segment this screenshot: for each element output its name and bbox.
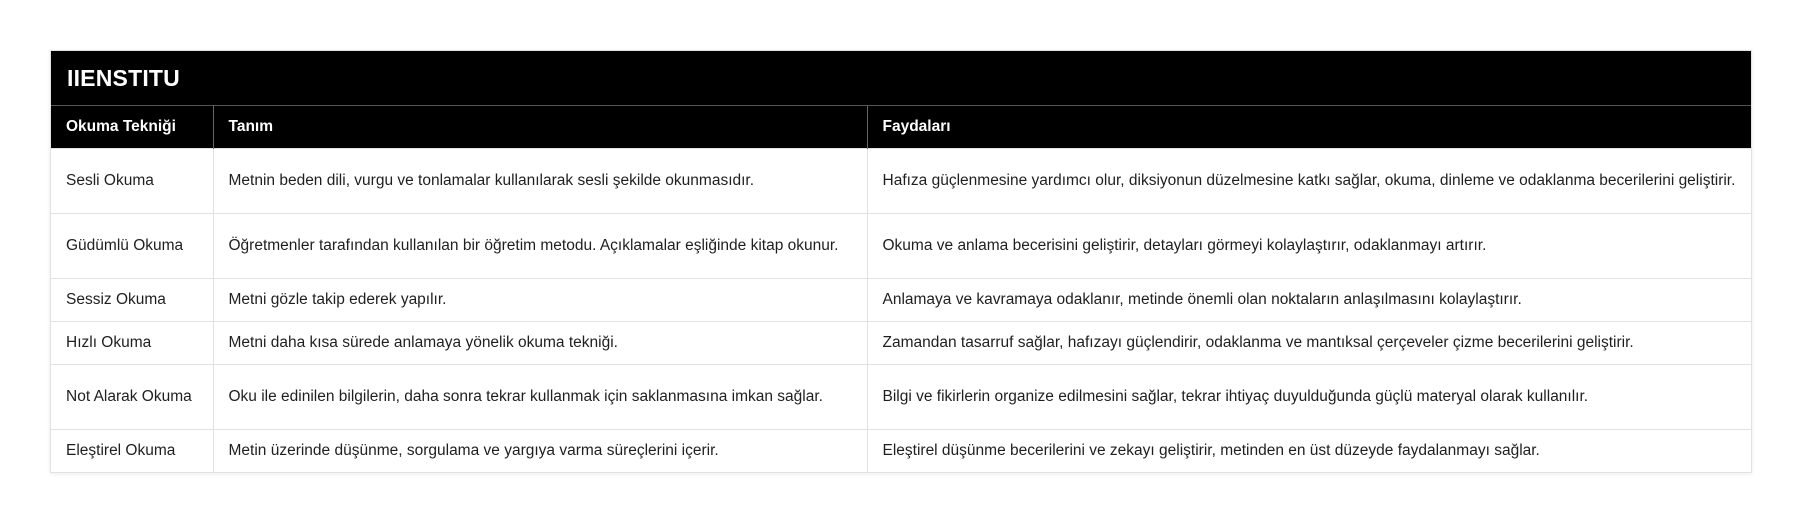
header-okuma-teknigi: Okuma Tekniği: [51, 106, 213, 149]
brand-title: IIENSTITU: [51, 51, 1751, 106]
table-row: [51, 430, 1751, 473]
cell-tanim: Oku ile edinilen bilgilerin, daha sonra tekrar kullanmak için saklanmasına imkan sağlar.: [213, 365, 867, 430]
cell-fayda: Zamandan tasarruf sağlar, hafızayı güçlendirir, odaklanma ve mantıksal çerçeveler çizme becerilerini geliştirir.: [867, 322, 1751, 365]
cell-teknik: Hızlı Okuma: [51, 322, 213, 365]
cell-tanim: Metin üzerinde düşünme, sorgulama ve yargıya varma süreçlerini içerir.: [213, 430, 867, 473]
cell-tanim: Öğretmenler tarafından kullanılan bir öğretim metodu. Açıklamalar eşliğinde kitap okunur.: [213, 214, 867, 279]
cell-tanim: Metni daha kısa sürede anlamaya yönelik okuma tekniği.: [213, 322, 867, 365]
table-row: [51, 322, 1751, 365]
cell-fayda: Eleştirel düşünme becerilerini ve zekayı geliştirir, metinden en üst düzeyde faydalanmayı sağlar.: [867, 430, 1751, 473]
cell-teknik: Güdümlü Okuma: [51, 214, 213, 279]
header-faydalari: Faydaları: [867, 106, 1751, 149]
header-tanim: Tanım: [213, 106, 867, 149]
reading-techniques-table: [51, 106, 1751, 472]
table-row: [51, 214, 1751, 279]
cell-tanim: Metnin beden dili, vurgu ve tonlamalar kullanılarak sesli şekilde okunmasıdır.: [213, 149, 867, 214]
reading-techniques-card: [50, 50, 1752, 473]
table-row: [51, 365, 1751, 430]
table-row: [51, 149, 1751, 214]
cell-fayda: Bilgi ve fikirlerin organize edilmesini sağlar, tekrar ihtiyaç duyulduğunda güçlü materyal olarak kullanılır.: [867, 365, 1751, 430]
table-header-row: [51, 106, 1751, 149]
cell-fayda: Hafıza güçlenmesine yardımcı olur, diksiyonun düzelmesine katkı sağlar, okuma, dinleme ve odaklanma becerilerini geliştirir.: [867, 149, 1751, 214]
cell-teknik: Sesli Okuma: [51, 149, 213, 214]
cell-fayda: Okuma ve anlama becerisini geliştirir, detayları görmeyi kolaylaştırır, odaklanmayı artırır.: [867, 214, 1751, 279]
cell-fayda: Anlamaya ve kavramaya odaklanır, metinde önemli olan noktaların anlaşılmasını kolaylaştırır.: [867, 279, 1751, 322]
table-row: [51, 279, 1751, 322]
cell-tanim: Metni gözle takip ederek yapılır.: [213, 279, 867, 322]
cell-teknik: Eleştirel Okuma: [51, 430, 213, 473]
cell-teknik: Not Alarak Okuma: [51, 365, 213, 430]
cell-teknik: Sessiz Okuma: [51, 279, 213, 322]
